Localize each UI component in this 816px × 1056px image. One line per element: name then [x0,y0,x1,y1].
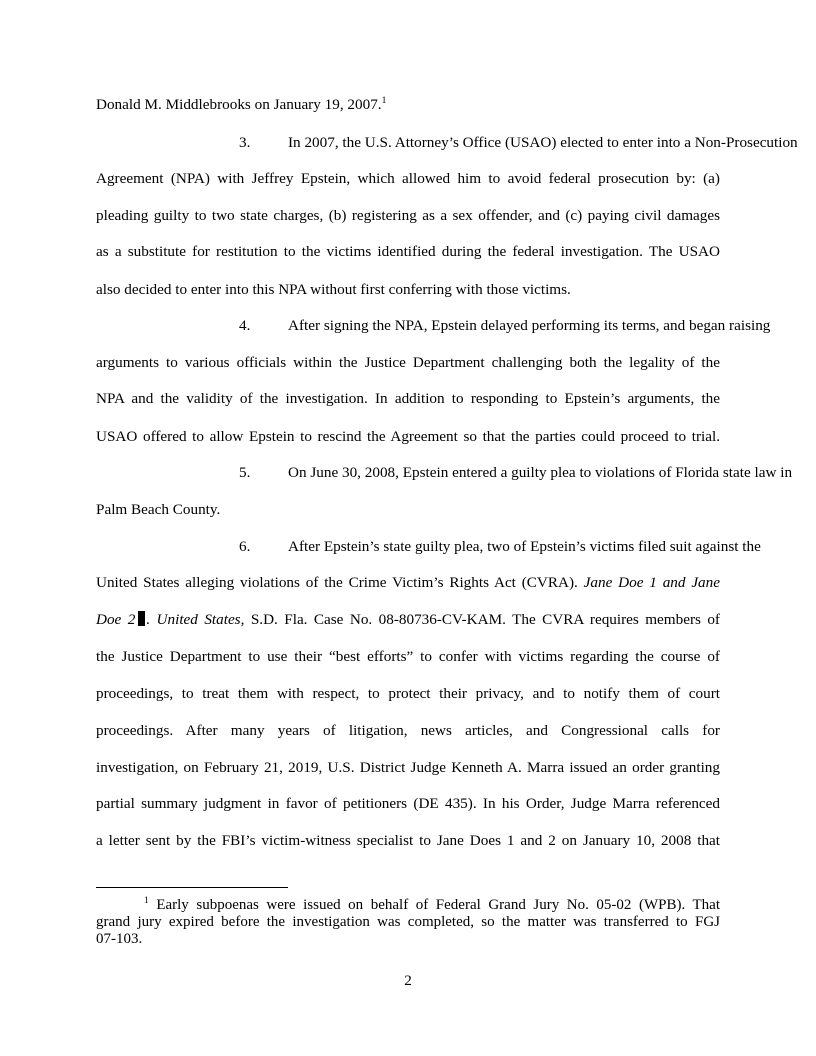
body-line: Agreement (NPA) with Jeffrey Epstein, which allowed him to avoid federal prosecution by: (a) [96,170,720,187]
body-line: as a substitute for restitution to the victims identified during the federal investigation. The USAO [96,243,720,260]
body-line [96,611,720,629]
text-run: In 2007, the U.S. Attorney’s Office (USAO) elected to enter into a Non-Prosecution [288,134,798,151]
text-run: United States alleging violations of the Crime Victim’s Rights Act (CVRA). [96,574,578,591]
text-run: On June 30, 2008, Epstein entered a guilty plea to violations of Florida state law in [288,464,793,481]
text-run: After Epstein’s state guilty plea, two of Epstein’s victims filed suit against the [288,538,761,555]
body-line: also decided to enter into this NPA without first conferring with those victims. [96,281,571,298]
footnote-marker: 1 [144,896,149,906]
body-line: investigation, on February 21, 2019, U.S. District Judge Kenneth A. Marra issued an order granting [96,759,720,776]
case-name-italic: . United States [146,611,241,628]
body-line: partial summary judgment in favor of petitioners (DE 435). In his Order, Judge Marra referenced [96,795,720,812]
body-line: pleading guilty to two state charges, (b) registering as a sex offender, and (c) paying civil damages [96,207,720,224]
case-name-italic: Jane Doe 1 and Jane [583,574,720,591]
text-run: Donald M. Middlebrooks on January 19, 2007. [96,96,382,113]
paragraph-number: 6. [239,538,251,555]
body-line: the Justice Department to use their “best efforts” to confer with victims regarding the course of [96,648,720,665]
paragraph-number: 4. [239,317,251,334]
footnote-separator [96,887,288,888]
body-line: NPA and the validity of the investigation. In addition to responding to Epstein’s arguments, the [96,390,720,407]
body-line [96,96,720,114]
body-line: a letter sent by the FBI’s victim-witness specialist to Jane Does 1 and 2 on January 10, 2008 that [96,832,720,849]
body-line: USAO offered to allow Epstein to rescind the Agreement so that the parties could proceed to trial. [96,428,720,445]
paragraph-number: 3. [239,134,251,151]
body-line [96,574,720,592]
body-line: arguments to various officials within the Justice Department challenging both the legality of the [96,354,720,371]
case-name-italic: Doe 2 [96,611,136,628]
page-number: 2 [404,972,412,989]
footnote-line: 07-103. [96,931,143,947]
paragraph-number: 5. [239,464,251,481]
footnote-text [144,897,720,914]
text-run: , S.D. Fla. Case No. 08-80736-CV-KAM. The CVRA requires members of [240,611,720,628]
redaction-box [138,611,145,626]
body-line: proceedings, to treat them with respect, to protect their privacy, and to notify them of court [96,685,720,702]
body-line: proceedings. After many years of litigation, news articles, and Congressional calls for [96,722,720,739]
footnote-line: grand jury expired before the investigation was completed, so the matter was transferred to FGJ [96,914,720,930]
footnote-reference: 1 [381,96,387,106]
body-line: Palm Beach County. [96,501,221,518]
text-run: Early subpoenas were issued on behalf of Federal Grand Jury No. 05-02 (WPB). That [156,897,720,913]
text-run: After signing the NPA, Epstein delayed performing its terms, and began raising [288,317,771,334]
